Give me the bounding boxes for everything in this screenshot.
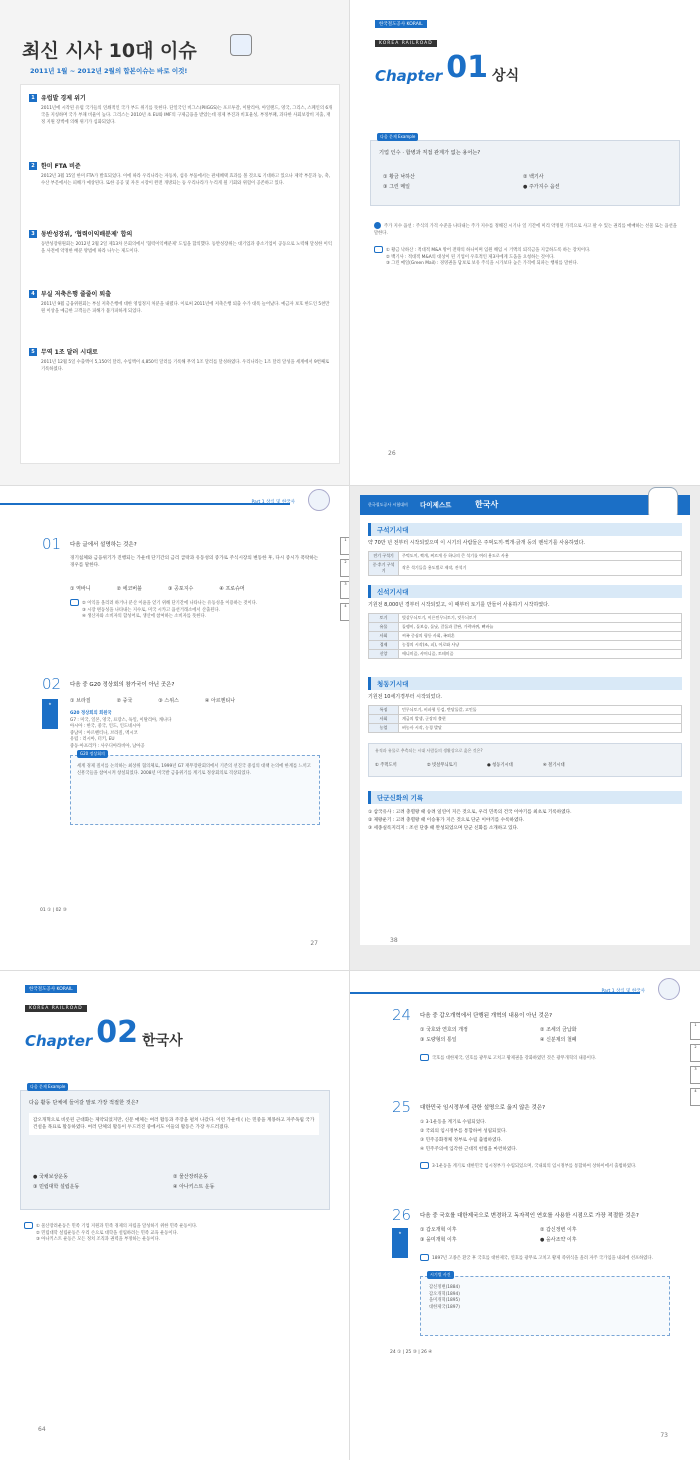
page-number: 27 <box>310 940 318 947</box>
table-cell: 주먹도끼, 찍개, 찌르개 등 하나의 큰 석기를 여러 용도로 사용 <box>399 552 682 561</box>
chapter-tag: 한국철도공사 KORAIL <box>25 985 77 993</box>
explanation <box>24 1222 329 1244</box>
spread-divider <box>349 0 350 1460</box>
record-list <box>368 809 682 833</box>
info-box-line: 대한제국(1897) <box>429 1304 460 1310</box>
issues-card <box>20 84 340 464</box>
explanation-icon <box>70 599 79 606</box>
options-row <box>70 697 235 704</box>
option: ② 갑신정변 이후 <box>540 1227 577 1233</box>
option: ② 백기사 <box>523 174 544 180</box>
table-key: 유물 <box>369 623 399 632</box>
option: ① 주먹도끼 <box>375 763 397 768</box>
banner-big: 다이제스트 <box>420 501 452 509</box>
chapter-label: Chapter <box>375 67 443 85</box>
table-cell: 애니미즘, 샤머니즘, 토테미즘 <box>399 650 682 659</box>
explanation <box>70 599 320 621</box>
banner-small: 한국철도공사 시험대비 <box>368 502 408 507</box>
page-number: 26 <box>388 450 396 457</box>
member-list-title: G20 정상회의 회원국 <box>70 711 112 716</box>
row-divider <box>0 485 700 486</box>
page-27 <box>0 485 350 970</box>
issue-body: 2011년 12월 5일 수출액이 5,150억 달러, 수입액이 4,850억 달러를 기록해 무역 1조 달러를 달성하였다. 우리나라는 1조 달러 달성을 세계에서 9번째로 기록하였다. <box>41 360 330 372</box>
data-table <box>368 551 682 576</box>
page-38 <box>350 485 700 970</box>
section-heading: 신석기시대 <box>368 585 682 598</box>
part-tab: 4 <box>690 1088 700 1106</box>
explanation <box>420 1054 670 1063</box>
part-tab: 1 <box>690 1022 700 1040</box>
section-heading: 구석기시대 <box>368 523 682 536</box>
record-item: ③ 세종실록지리지 : 조선 단종 때 완성되었으며 단군 신화를 소개하고 있다. <box>368 826 519 831</box>
example-question-box <box>20 1084 330 1210</box>
option: ① 3·1운동을 계기로 수립되었다. <box>420 1120 487 1125</box>
info-box-line: 을미개혁(1895) <box>429 1298 460 1303</box>
part-tab: 2 <box>690 1044 700 1062</box>
issue-body: 2011년에 시작된 유럽 국가들의 연쇄적인 국가 부도 위기를 뜻한다. 단일국인 비그스(PIIGGS)는 포르투갈, 이탈리아, 아일랜드, 영국, 그리스, 스페인의 6개국을 지칭하며 국가 부채 비율이 높다. 그리스는 2010년 초 EU와 IMF의 구제금융을 받았는데 경제 부진과 비효율성, 부정부패, 과다한 사회보장비 지출, 재정 지원 장벽에 의해 위기가 심화되었다. <box>41 106 333 125</box>
running-head: Part 1 상식 및 한국사 <box>601 989 645 994</box>
option: ② 국외의 임시정부를 통합하여 성립되었다. <box>420 1129 507 1134</box>
explanation-line: ③ 시장 변동성을 나타내는 지수로, 미국 시카고 옵션거래소에서 산출된다. <box>82 607 220 613</box>
part-tab: 3 <box>340 581 350 599</box>
table-cell: 벼농사 시작, 농경 발달 <box>399 724 682 733</box>
table-key: 농업 <box>369 724 399 733</box>
mascot-icon <box>230 34 252 56</box>
page-73 <box>350 970 700 1460</box>
hint-body: 주가 지수 옵션 : 주식의 가격 수준을 나타내는 주가 지수를 정해진 시기나 일 기간에 미리 약정된 가격으로 사고 팔 수 있는 권리를 매매하는 선물 또는 옵션을 말한다. <box>374 224 677 236</box>
data-table <box>368 613 682 659</box>
quiz-question: 유적과 유물로 추측되는 시대 사람들의 생활상으로 옳은 것은? <box>375 748 483 753</box>
option-answer: ● 국채보상운동 <box>33 1174 68 1180</box>
page-number: 38 <box>390 937 398 944</box>
page-26 <box>350 0 700 485</box>
difficulty-badge: ★ <box>392 1228 408 1258</box>
page-26-spread-left <box>0 0 350 485</box>
explanation-line: ② 이익을 올리려 하거나 분산 이윤을 얻기 위해 단기간에 나타나는 유동성을 이용하는 것이다. <box>82 601 258 606</box>
option: ③ 스위스 <box>158 698 179 704</box>
question-text: 대한민국 임시정부에 관한 설명으로 옳지 않은 것은? <box>420 1105 545 1111</box>
issue-body: 2012년 3월 15일 한미 FTA가 발효되었다. 이에 따라 우리나라는 자동차, 섬유 부품에서는 관세혜택 효과를 볼 것으로 기대하고 있으나 제약 부문과 농, 축, 수산 부문에서는 피해가 예상된다. 또한 공공 및 자본 시장이 완전 개방되는 등 우리나라가 누리게 될 기회와 위험이 공존하고 있다. <box>41 174 331 186</box>
hint-text <box>374 222 679 237</box>
option: ③ 공포지수 <box>167 586 194 592</box>
issue-heading: 한미 FTA 비준 <box>41 163 81 170</box>
table-key: 토기 <box>369 614 399 623</box>
issue-number: 4 <box>29 290 37 298</box>
chapter-number: 01 <box>446 50 489 85</box>
option-answer: ● 을사조약 이후 <box>540 1237 577 1243</box>
table-key: 신앙 <box>369 650 399 659</box>
option: ② 빗살무늬토기 <box>426 763 457 768</box>
option-answer: ● 청동기시대 <box>486 763 513 768</box>
table-cell: 민무늬토기, 비파형 동검, 반달돌칼, 고인돌 <box>399 706 682 715</box>
info-box-body: 세계 경제 질서를 논의하는 최상위 협의체로, 1999년 G7 재무장관회의에서 기존의 선진국 중심의 대책 논의에 한계를 느끼고 신흥국들을 참여시켜 창설되었다. 2008년 미국발 금융위기를 계기로 정상회의로 격상되었다. <box>77 764 311 776</box>
chapter-banner <box>25 975 183 1050</box>
section-intro: 기원전 10세기경부터 시작되었다. <box>368 694 442 700</box>
options-list <box>420 1118 670 1154</box>
answer-key: 24 ① | 25 ③ | 26 ④ <box>390 1350 433 1355</box>
explanation-line: ① 황금 낙하산 : 적대적 M&A 방어 전략의 하나이며 임원 해임 시 거액의 퇴직금을 지급하도록 하는 장치이다. <box>386 248 591 253</box>
table-key: 경제 <box>369 641 399 650</box>
option: ④ 철기시대 <box>542 763 565 768</box>
question-passage: 경기침체와 금융위기가 진행되는 가운데 단기간의 금리 급락과 유동성의 증가로 주식시장의 변동한 후, 다시 증시가 폭락하는 경우를 말한다. <box>70 556 319 568</box>
question-number: 01 <box>42 535 62 553</box>
info-box-tag: G20 정상회의 <box>77 750 108 758</box>
table-key: 특징 <box>369 706 399 715</box>
running-head: Part 1 상식 및 한국사 <box>251 500 295 505</box>
option-answer: ● 주가지수 옵션 <box>523 184 560 190</box>
issue-item <box>29 229 334 255</box>
option: ③ 을미개혁 이후 <box>420 1237 457 1243</box>
issue-number: 5 <box>29 348 37 356</box>
example-question: 기업 인수 · 합병과 직접 관계가 없는 용어는? <box>379 150 481 156</box>
explanation-icon <box>420 1054 429 1061</box>
chapter-name: 상식 <box>492 68 520 84</box>
chapter-number: 02 <box>96 1015 139 1050</box>
chapter-tag-en: KOREA RAILROAD <box>25 1005 87 1012</box>
option: ② 중국 <box>116 698 133 704</box>
section-intro: 약 70만 년 전부터 시작되었으며 이 시기의 사람들은 주먹도끼·찍개·긁개 등의 뗀석기를 사용하였다. <box>368 540 585 546</box>
question-number: 24 <box>392 1006 412 1024</box>
option: ④ 프로슈머 <box>219 586 245 592</box>
issue-body: 동반성장위원회는 2012년 2월 2일 제13차 본회의에서 '협력이익배분제' 도입을 합의했다. 동반성장위는 대기업과 중소기업이 공동으로 노력해 달성한 이익을 사전에 약정한 배분 방법에 따라 나누는 제도이다. <box>41 242 332 254</box>
issue-item <box>29 289 334 315</box>
info-box-tag: 시기별 사건 <box>427 1271 454 1279</box>
chapter-tag: 한국철도공사 KORAIL <box>375 20 427 28</box>
digest-content <box>360 515 690 945</box>
info-box <box>420 1272 670 1336</box>
member-list-line: 유럽 : 러시아, 터키, EU <box>70 737 115 742</box>
explanation <box>374 246 679 268</box>
issue-body: 2011년 9월 금융위원회는 부실 저축은행에 대한 영업정지 처분을 내렸다. 이로써 2011년에 저축은행 퇴출 수가 대폭 늘어났다. 예금자 보호 한도인 5천만 원 이상을 예금한 고객들은 피해가 불가피하게 되었다. <box>41 302 330 314</box>
part-tab: 1 <box>340 537 350 555</box>
section-heading: 청동기시대 <box>368 677 682 690</box>
explanation-icon <box>374 246 383 253</box>
info-box-line: 갑오개혁(1894) <box>429 1291 460 1297</box>
option: ④ 민주주의에 입각한 근대적 헌법을 마련하였다. <box>420 1147 518 1152</box>
record-item: ① 삼국유사 : 고려 충렬왕 때 승려 일연이 지은 것으로, 우리 민족의 건국 이야기를 최초로 기록하였다. <box>368 810 572 815</box>
issue-item <box>29 93 334 126</box>
option: ① 국호와 연호의 개정 <box>420 1027 468 1033</box>
options-row <box>70 585 245 592</box>
table-cell: 작은 석기들을 용도별로 제작, 잔석기 <box>399 561 682 576</box>
table-key: 사회 <box>369 715 399 724</box>
section-heading: 단군신화의 기록 <box>368 791 682 804</box>
member-list-line: 아시아 : 한국, 중국, 인도, 인도네시아 <box>70 724 141 729</box>
option: ④ 신분제의 철폐 <box>540 1037 577 1043</box>
row-divider <box>0 970 700 971</box>
chapter-banner <box>375 10 519 85</box>
option: ③ 민주공화정체 정부로 수립 출범하였다. <box>420 1138 503 1143</box>
table-key: 중·후기 구석기 <box>369 561 399 576</box>
option: ④ 아르헨티나 <box>204 698 236 704</box>
banner-title: 한국사 <box>475 500 499 509</box>
question-number: 02 <box>42 675 62 693</box>
issue-number: 3 <box>29 230 37 238</box>
option: ③ 민립대학 설립운동 <box>33 1184 80 1190</box>
example-tag: 다음 문제 Example <box>27 1083 68 1091</box>
digest-banner <box>360 495 690 517</box>
issue-item <box>29 161 334 187</box>
chapter-name: 한국사 <box>142 1033 183 1049</box>
table-cell: 농경의 시작(조, 피), 어로와 사냥 <box>399 641 682 650</box>
options-grid <box>420 1226 640 1243</box>
member-list-line: G7 : 미국, 일본, 영국, 프랑스, 독일, 이탈리아, 캐나다 <box>70 717 172 723</box>
example-tag: 다음 문제 Example <box>377 133 418 141</box>
explanation-line: ④ 생산자와 소비자의 합성어로, 생산에 참여하는 소비자를 뜻한다. <box>82 614 207 619</box>
explanation-line: 1897년 고종은 환궁 후 국호를 대한제국, 연호를 광무로 고치고 황제 즉위식을 올려 자주 국가임을 내외에 선포하였다. <box>432 1256 653 1261</box>
table-cell: 계급의 발생, 군장의 출현 <box>399 715 682 724</box>
member-list <box>70 711 320 750</box>
option: ① 역바니 <box>70 586 91 592</box>
example-question: 다음 활동 단체에 들어갈 말로 가장 적절한 것은? <box>29 1100 139 1106</box>
part-tab: 2 <box>340 559 350 577</box>
option: ① 브라질 <box>70 698 91 704</box>
table-key: 전기 구석기 <box>369 552 399 561</box>
member-list-line: 중동·아프리카 : 사우디아라비아, 남아공 <box>70 743 145 749</box>
explanation <box>420 1254 670 1263</box>
hint-icon <box>374 222 381 229</box>
page-number: 73 <box>660 1432 668 1439</box>
question-text: 다음 중 갑오개혁에서 단행된 개혁의 내용이 아닌 것은? <box>420 1013 553 1019</box>
running-head-rule <box>0 503 290 505</box>
question-number: 25 <box>392 1098 412 1116</box>
issue-number: 2 <box>29 162 37 170</box>
explanation-line: ③ 아나키스트 운동은 모든 정치 조직과 권력을 부정하는 운동이다. <box>36 1237 161 1242</box>
explanation <box>420 1162 670 1171</box>
answer-key: 01 ① | 02 ③ <box>40 908 67 913</box>
option: ① 갑오개혁 이후 <box>420 1227 457 1233</box>
chapter-tag-en: KOREA RAILROAD <box>375 40 437 47</box>
explanation-icon <box>420 1162 429 1169</box>
explanation-line: ① 물산장려운동은 민족 기업 지원과 민족 경제의 자립을 달성하기 위한 민족 운동이다. <box>36 1224 198 1229</box>
issue-heading: 무역 1조 달러 시대로 <box>41 349 98 356</box>
info-box <box>70 751 320 825</box>
explanation-line: ② 민립대학 설립운동은 우리 손으로 대학을 설립하려는 민족 교육 운동이다. <box>36 1230 179 1236</box>
difficulty-badge: ★ <box>42 699 58 729</box>
explanation-icon <box>24 1222 33 1229</box>
chapter-label: Chapter <box>25 1032 93 1050</box>
options-grid <box>420 1026 640 1043</box>
example-question-box <box>370 134 680 206</box>
record-item: ② 제왕운기 : 고려 충렬왕 때 이승휴가 지은 것으로 단군 이야기를 수록하였다. <box>368 818 525 823</box>
info-box-line: 갑신정변(1884) <box>429 1285 460 1290</box>
question-number: 26 <box>392 1206 412 1224</box>
page-64 <box>0 970 350 1460</box>
part-tab: 4 <box>340 603 350 621</box>
data-table <box>368 705 682 733</box>
question-passage: 갑오개혁으로 비롯된 근대화는 제약되었지만, 신문 매체는 여러 활동과 주장을 펼쳐 나갔다. 이런 가운데 ( )는 민중을 계몽하고 자주독립 국가 건설을 목표로 활동하였다. 여러 단체의 활동이 두드러진 중에서도 이들의 활동은 가장 두드러졌다. <box>29 1113 319 1135</box>
option: ① 황금 낙하산 <box>383 174 415 180</box>
explanation-line: 국호를 대한제국, 연호를 광무로 고치고 황제권을 강화하였던 것은 광무개혁의 내용이다. <box>432 1056 597 1061</box>
explanation-line: 3·1운동을 계기로 대한민국 임시정부가 수립되었으며, 국내외의 임시정부를 통합하여 상하이에서 출범하였다. <box>432 1164 637 1169</box>
page-title: 최신 시사 10대 이슈 <box>22 40 197 62</box>
member-list-line: 중남미 : 아르헨티나, 브라질, 멕시코 <box>70 730 138 736</box>
table-cell: 돌괭이, 돌보습, 돌낫, 갈돌과 갈판, 가락바퀴, 뼈바늘 <box>399 623 682 632</box>
issue-heading: 부실 저축은행 줄줄이 퇴출 <box>41 291 112 298</box>
page-subtitle: 2011년 1월 ~ 2012년 2월의 합본이슈는 바로 이것! <box>30 67 188 75</box>
quiz-box <box>368 743 682 777</box>
question-text: 다음 글에서 설명하는 것은? <box>70 542 137 548</box>
running-head-rule <box>350 992 640 994</box>
section-intro: 기원전 8,000년 경부터 시작되었고, 이 때부터 토기를 만들어 사용하기 시작하였다. <box>368 602 550 608</box>
issue-heading: 동반성장위, '협력이익배분제' 합의 <box>41 231 133 238</box>
table-key: 사회 <box>369 632 399 641</box>
option: ② 조세의 금납화 <box>540 1027 577 1033</box>
mascot-icon <box>658 978 680 1000</box>
question-text: 다음 중 G20 정상회의 참가국이 아닌 곳은? <box>70 682 175 688</box>
option: ④ 아나키스트 운동 <box>173 1184 215 1190</box>
option: ③ 도량형의 통일 <box>420 1037 457 1043</box>
option: ② 에코버블 <box>116 586 142 592</box>
option: ② 물산장려운동 <box>173 1174 209 1180</box>
explanation-line: ② 백기사 : 적대적 M&A의 대상이 된 기업이 우호적인 제3자에게 도움을 요청하는 것이다. <box>386 254 555 260</box>
mascot-icon <box>308 489 330 511</box>
page-number: 64 <box>38 1426 46 1433</box>
info-box-list <box>429 1285 659 1311</box>
question-text: 다음 중 국호를 대한제국으로 변경하고 독자적인 연호를 사용한 시점으로 가장 적절한 것은? <box>420 1213 639 1219</box>
table-cell: 빗살무늬토기, 이른민무늬토기, 덧무늬토기 <box>399 614 682 623</box>
issue-item <box>29 347 334 373</box>
issue-heading: 유럽발 경제 위기 <box>41 95 86 102</box>
explanation-line: ③ 그린 메일(Green Mail) : 경영권을 담보로 보유 주식을 시가보다 높은 가격에 되파는 행위를 말한다. <box>386 261 579 266</box>
explanation-icon <box>420 1254 429 1261</box>
table-cell: 씨족 중심의 평등 사회, 족외혼 <box>399 632 682 641</box>
part-tab: 3 <box>690 1066 700 1084</box>
issue-number: 1 <box>29 94 37 102</box>
option: ③ 그린 메일 <box>383 184 410 190</box>
